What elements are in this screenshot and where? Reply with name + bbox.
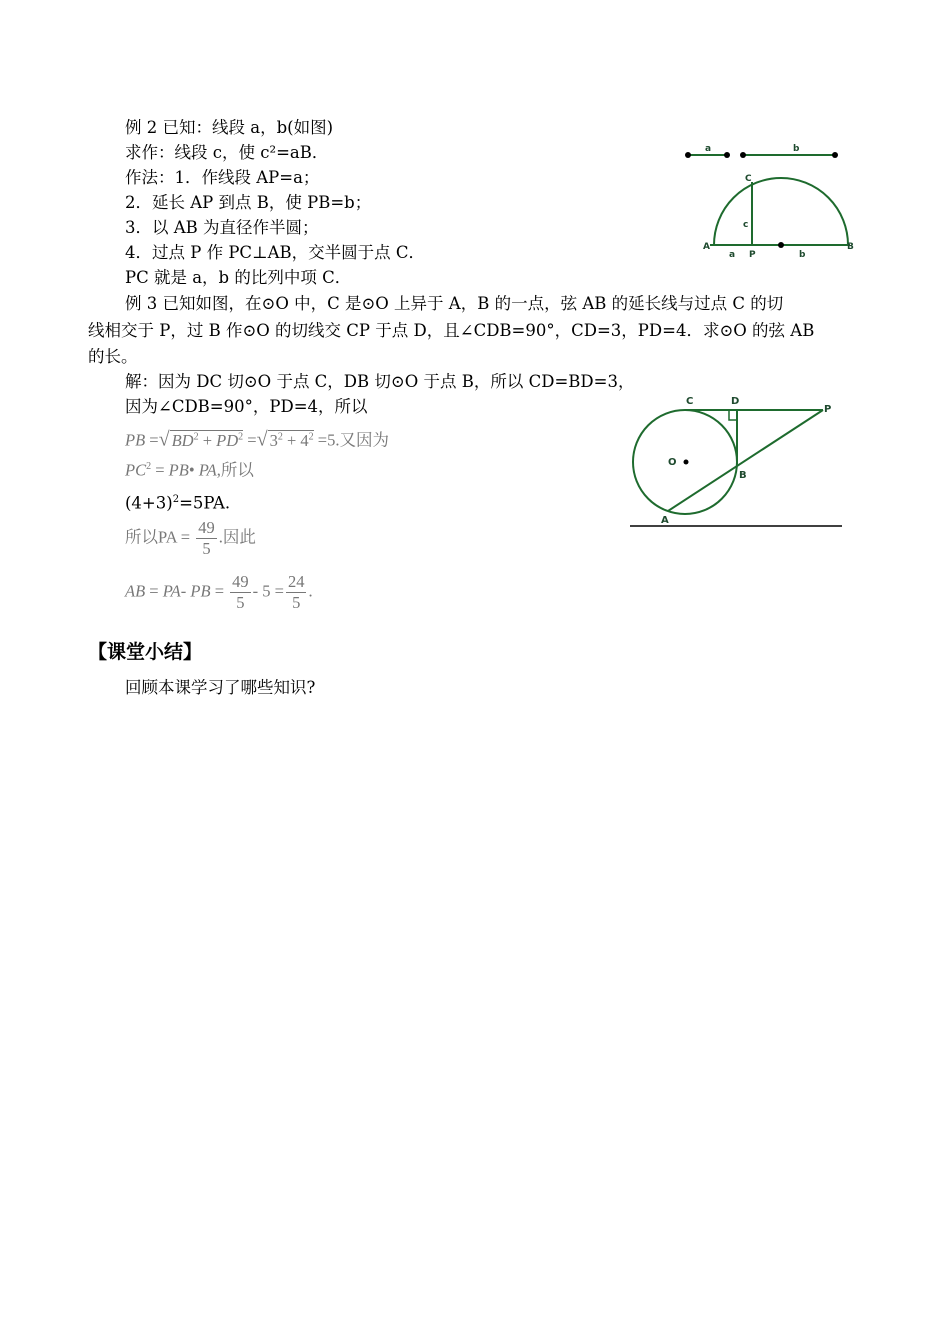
semicircle-arc: [714, 178, 848, 245]
right-angle-mark: [729, 410, 737, 420]
label-P: P: [749, 250, 756, 260]
label-A2: A: [661, 515, 669, 526]
label-c: c: [743, 220, 749, 230]
ex3-line-1: 例 3 已知如图，在⊙O 中，C 是⊙O 上异于 A，B 的一点，弦 AB 的延长线与过点 C 的切: [125, 294, 784, 313]
label-P2: P: [824, 404, 832, 415]
segment-a: [685, 144, 730, 158]
solution-line-1: 解：因为 DC 切⊙O 于点 C，DB 切⊙O 于点 B，所以 CD=BD=3，: [125, 372, 635, 391]
solution-line-2: 因为∠CDB=90°，PD=4，所以: [125, 397, 368, 416]
label-B2: B: [739, 470, 747, 481]
ex2-line-3: 作法：1．作线段 AP=a；: [125, 168, 320, 187]
equation-pb: PB =√ $BD^2 + PD^2$ =√ $3^2 + 4^2 =5$.又因为: [125, 428, 389, 451]
label-A: A: [703, 242, 710, 252]
label-b: b: [793, 144, 800, 154]
summary-text: 回顾本课学习了哪些知识?: [125, 678, 316, 697]
ab-denominator: 5: [292, 593, 301, 612]
eq1-tail: =5.又因为: [317, 430, 389, 450]
ex3-line-3: 的长。: [88, 347, 138, 366]
label-C2: C: [686, 396, 694, 407]
equation-product: $(4+3)^2=5PA$.: [125, 493, 231, 513]
eq2-tail: ,所以: [216, 460, 254, 480]
label-D: D: [731, 396, 740, 407]
ex2-line-1: 例 2 已知：线段 a，b(如图): [125, 118, 334, 137]
label-O: O: [668, 457, 677, 468]
summary-heading: 【课堂小结】: [88, 641, 203, 663]
figure-semicircle: [675, 135, 865, 265]
label-B: B: [847, 242, 854, 252]
ex2-line-4: 2．延长 AP 到点 B，使 PB=b；: [125, 193, 372, 212]
pa-numerator: 49: [198, 518, 215, 537]
ab-numerator: 24: [287, 572, 305, 591]
equation-pc: $PC^2$ = PB• PA,所以: [125, 460, 254, 480]
ex3-line-2: 线相交于 P，过 B 作⊙O 的切线交 CP 于点 D，且∠CDB=90°，CD=3，PD=4．求⊙O 的弦 AB: [88, 321, 815, 340]
label-C: C: [745, 174, 752, 184]
eq4-head: 所以PA =: [125, 527, 191, 547]
ab-pa-denominator: 5: [236, 593, 245, 612]
secant-AP: [668, 410, 823, 511]
segment-b: [740, 144, 838, 158]
label-b-bottom: b: [799, 250, 806, 260]
ex2-line-6: 4．过点 P 作 PC⊥AB，交半圆于点 C．: [125, 243, 425, 262]
ex2-line-7: PC 就是 a，b 的比列中项 C．: [125, 268, 352, 287]
equation-ab: AB = PA- PB = $\frac{49}{5}$ - 5 = $\frac{24}{5}$ .: [125, 572, 313, 612]
label-a-bottom: a: [729, 250, 736, 260]
eq3-head: (4+3): [125, 493, 173, 513]
ex2-line-2: 求作：线段 c，使 c²=aB．: [125, 143, 329, 162]
eq5-mid: - 5 =: [252, 581, 284, 601]
ex2-line-5: 3．以 AB 为直径作半圆；: [125, 218, 319, 237]
equation-pa: [125, 518, 256, 559]
pa-denominator: 5: [202, 539, 211, 558]
eq4-tail: .因此: [218, 527, 256, 547]
figure-circle-tangent: [628, 392, 848, 532]
ab-pa-numerator: 49: [232, 572, 249, 591]
eq3-tail: =5PA.: [179, 493, 231, 513]
label-a: a: [705, 144, 712, 154]
